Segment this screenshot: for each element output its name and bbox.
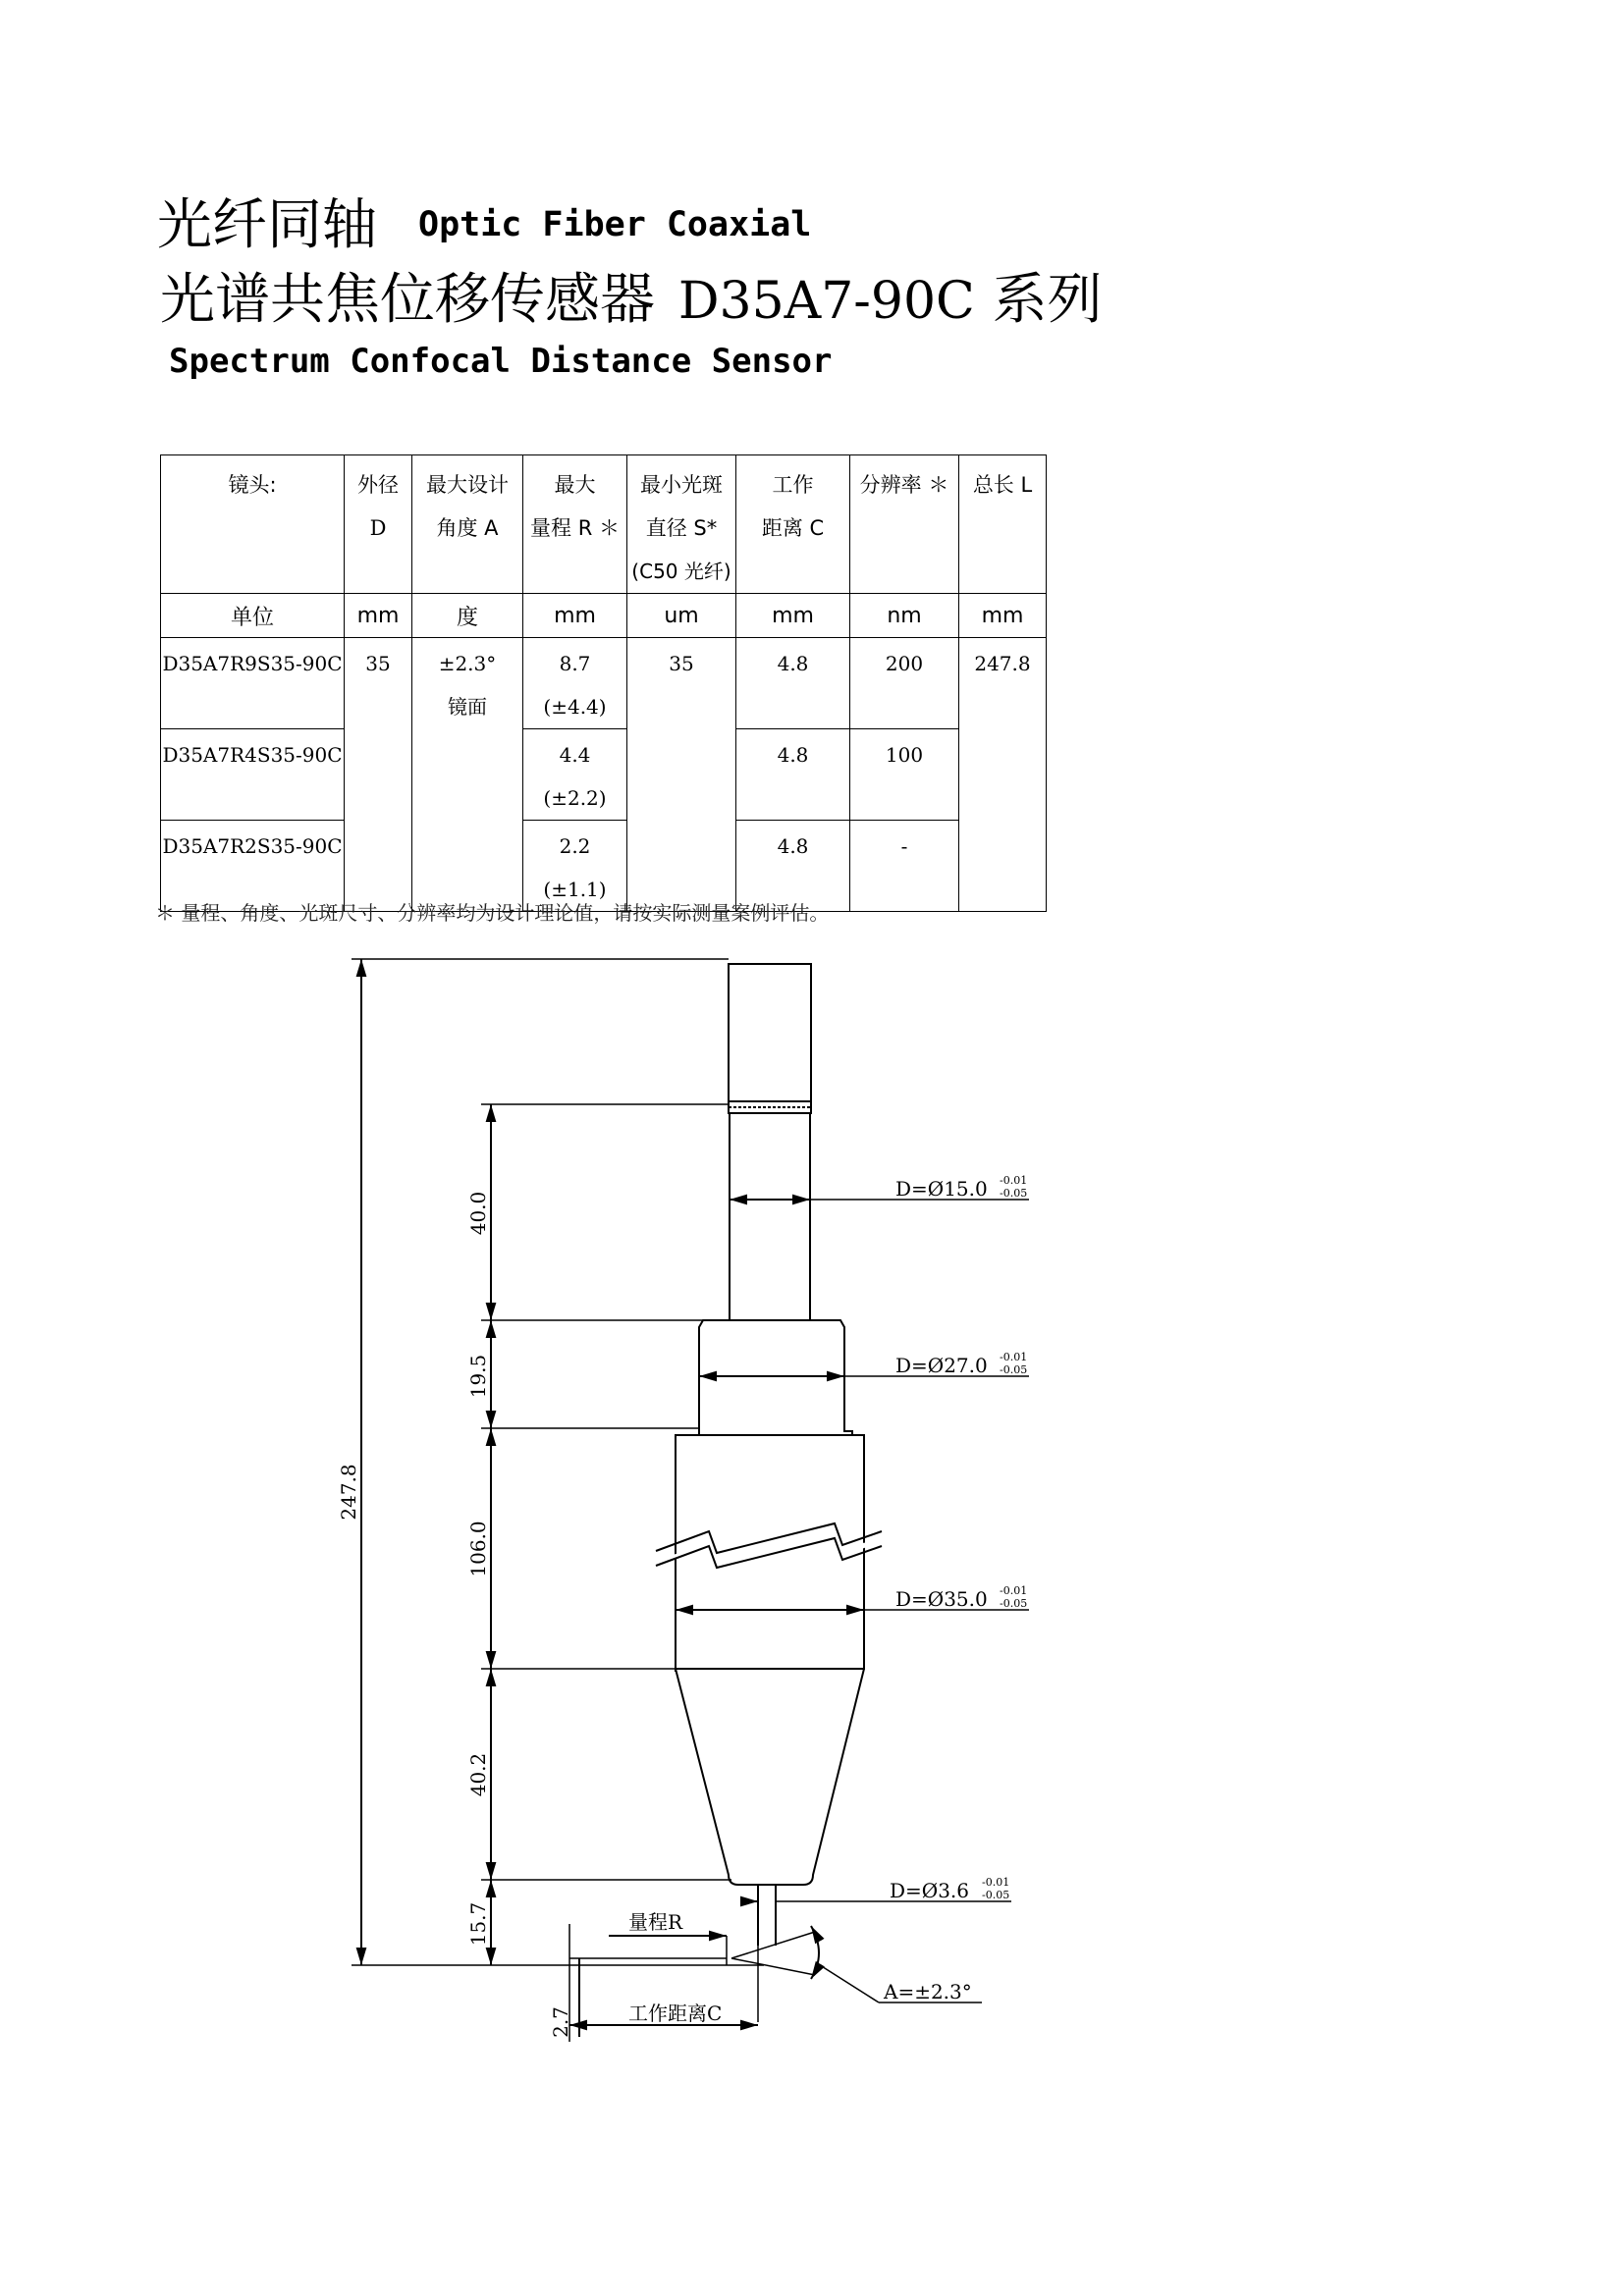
tip (758, 1885, 776, 1946)
tol-lower: -0.05 (1000, 1597, 1028, 1610)
diam-label-1: D=Ø15.0 (895, 1177, 988, 1201)
tol-lower: -0.05 (1000, 1187, 1028, 1200)
tol-upper: -0.01 (1000, 1584, 1028, 1597)
tol-upper: -0.01 (982, 1876, 1010, 1889)
unit-cell: 单位 (161, 594, 345, 638)
cone-section (676, 1669, 864, 1885)
unit-cell: mm (959, 594, 1047, 638)
unit-cell: mm (736, 594, 850, 638)
header-lens: 镜头: (161, 455, 345, 594)
header-diameter: 外径 D (345, 455, 412, 594)
dim-body: 106.0 (466, 1521, 490, 1577)
dim-mid: 19.5 (466, 1354, 490, 1399)
model-cell: D35A7R2S35-90C (161, 821, 345, 912)
angle-cell: ±2.3° 镜面 (412, 638, 523, 912)
tol-lower: -0.05 (982, 1889, 1010, 1901)
tol-lower: -0.05 (1000, 1363, 1028, 1376)
header-angle: 最大设计 角度 A (412, 455, 523, 594)
work-distance-cell: 4.8 (736, 638, 850, 729)
header-total-length: 总长 L (959, 455, 1047, 594)
footnote: ＊ 量程、角度、光斑尺寸、分辨率均为设计理论值，请按实际测量案例评估。 (155, 901, 830, 925)
total-length-cell: 247.8 (959, 638, 1047, 912)
dim-cone: 40.2 (466, 1752, 490, 1797)
range-cell: 2.2 (±1.1) (523, 821, 627, 912)
unit-cell: mm (345, 594, 412, 638)
diam-label-2: D=Ø27.0 (895, 1354, 988, 1377)
model-cell: D35A7R4S35-90C (161, 729, 345, 821)
header-resolution: 分辨率 ＊ (850, 455, 959, 594)
dim-tip: 15.7 (466, 1901, 490, 1947)
angle-label: A=±2.3° (884, 1980, 972, 2003)
dim-work: 2.7 (549, 2006, 572, 2038)
title-model: D35A7-90C (677, 272, 975, 331)
tol-upper: -0.01 (1000, 1174, 1028, 1187)
step-section (699, 1320, 852, 1435)
spot-cell: 35 (627, 638, 736, 912)
work-distance-cell: 4.8 (736, 729, 850, 821)
title-cn-1: 光纤同轴 (157, 193, 377, 257)
dim-total: 247.8 (337, 1464, 360, 1521)
header-work-distance: 工作 距离 C (736, 455, 850, 594)
title-suffix: 系列 (992, 268, 1103, 332)
unit-cell: um (627, 594, 736, 638)
range-cell: 8.7 (±4.4) (523, 638, 627, 729)
title-line-3: Spectrum Confocal Distance Sensor (169, 342, 833, 381)
diam-label-3: D=Ø35.0 (895, 1587, 988, 1611)
dim-top: 40.0 (466, 1191, 490, 1236)
unit-cell: mm (523, 594, 627, 638)
resolution-cell: 200 (850, 638, 959, 729)
title-en-1: Optic Fiber Coaxial (418, 205, 812, 244)
tol-upper: -0.01 (1000, 1351, 1028, 1363)
range-cell: 4.4 (±2.2) (523, 729, 627, 821)
model-cell: D35A7R9S35-90C (161, 638, 345, 729)
connector-cap (729, 964, 811, 1101)
unit-cell: nm (850, 594, 959, 638)
diam-label-4: D=Ø3.6 (890, 1879, 969, 1902)
work-distance-label: 工作距离C (628, 2002, 723, 2025)
resolution-cell: - (850, 821, 959, 912)
diameter-cell: 35 (345, 638, 412, 912)
unit-cell: 度 (412, 594, 523, 638)
header-range: 最大 量程 R ＊ (523, 455, 627, 594)
header-spot: 最小光斑 直径 S* (C50 光纤) (627, 455, 736, 594)
title-cn-2: 光谱共焦位移传感器 (160, 268, 655, 332)
resolution-cell: 100 (850, 729, 959, 821)
fiber-tube (730, 1113, 810, 1320)
work-distance-cell: 4.8 (736, 821, 850, 912)
range-label: 量程R (628, 1910, 683, 1934)
